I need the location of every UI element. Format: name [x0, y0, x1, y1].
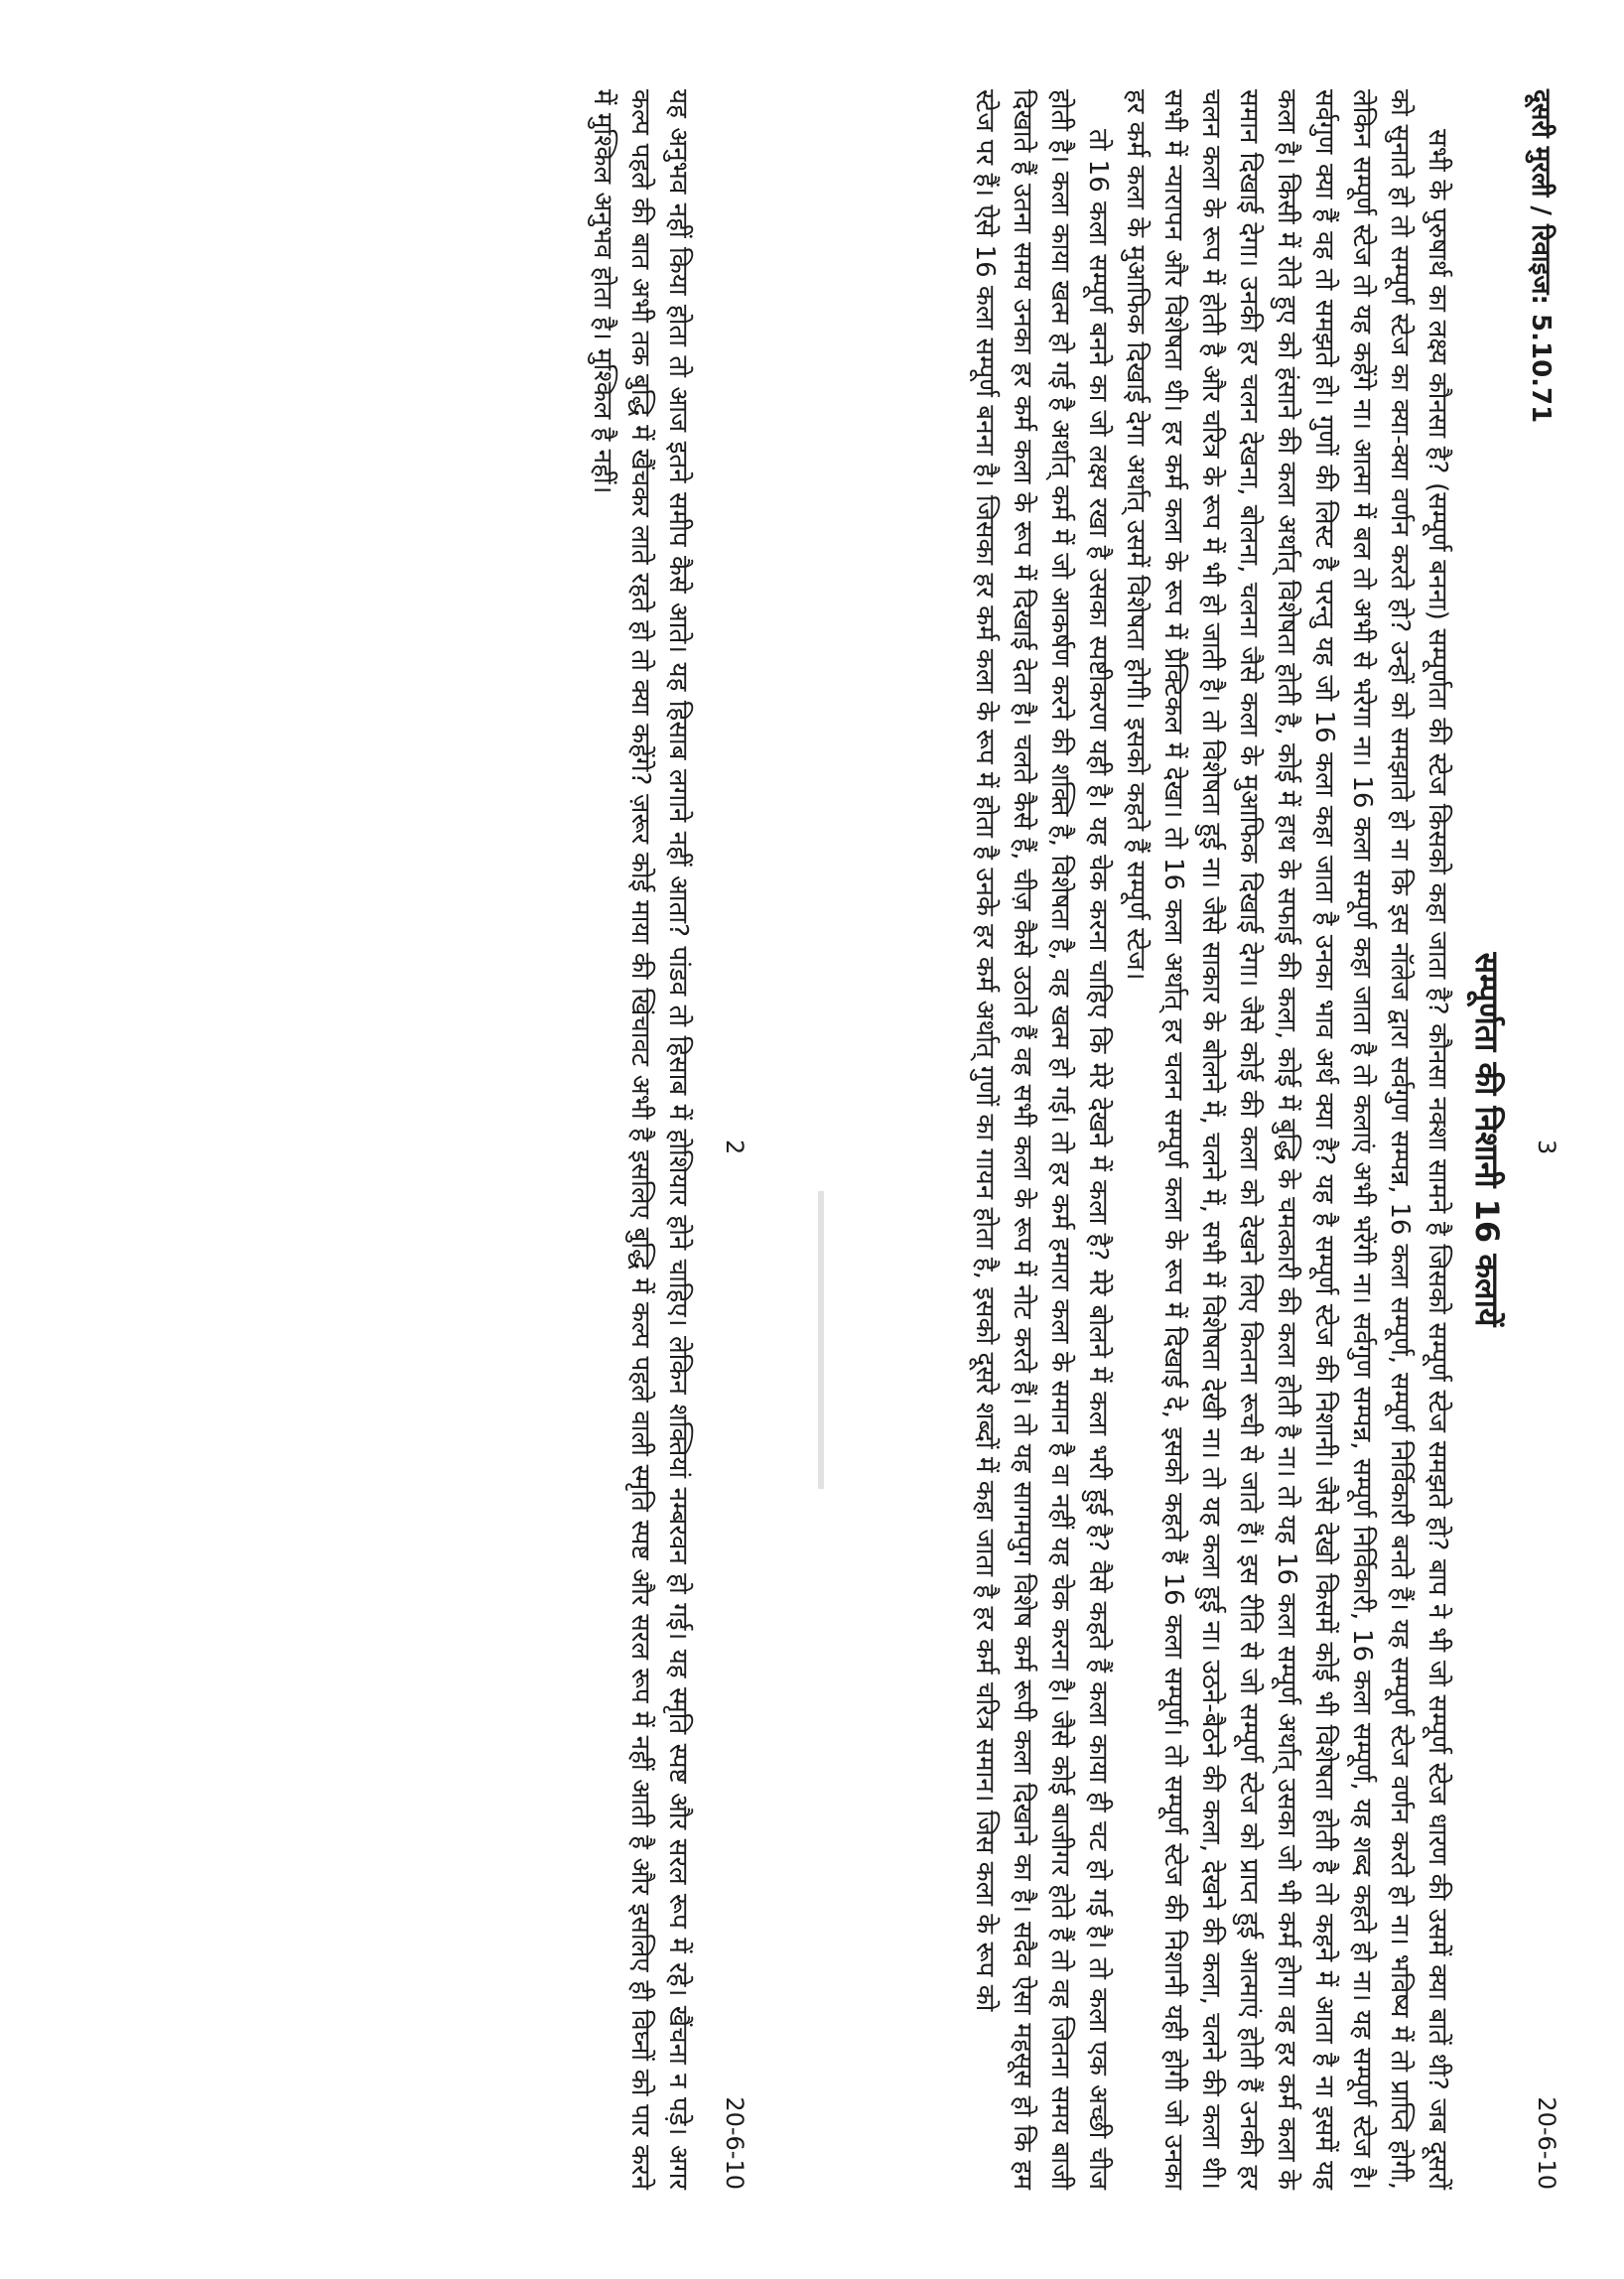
- page-heading: सम्पूर्णता की निशानी 16 कलायें: [1468, 952, 1506, 1327]
- page-2-body: [584, 89, 697, 2190]
- page-3-body: [966, 89, 1456, 2190]
- page-3-header: [1517, 89, 1560, 2190]
- page-3: [812, 0, 1624, 2279]
- page-date: 20-6-10: [721, 2096, 748, 2190]
- page-2-header: [705, 89, 748, 2190]
- page-number: 3: [1533, 1140, 1560, 1155]
- paragraph: यह अनुभव नहीं किया होता तो आज इतने समीप कैसे आते। यह हिसाब लगाने नहीं आता? पांडव तो हिसाब में होशियार होने चाहिए। लेकिन शक्तियां नम्बरवन हो गई। यह स्मृति स्पष्ट और सरल रूप में रहे। खैंचना न पड़े। अगर कल्प पहले की बात अभी तक बुद्धि में खैंचकर लाते रहते हो तो क्या कहेंगे? ज़रूर कोई माया की खिंचावट अभी है इसलिए बुद्धि में कल्प पहले वाली स्मृति स्पष्ट और सरल रूप में नहीं आती है और इसलिए ही विघ्नों को पार करने में मुश्किल अनुभव होता है। मुश्किल है नहीं।: [588, 89, 693, 2190]
- murli-label: दूसरी मुरली / रिवाइज: 5.10.71: [1526, 89, 1556, 424]
- paragraph: सभी के पुरुषार्थ का लक्ष्य कौनसा है? (सम्पूर्ण बनना) सम्पूर्णता की स्टेज किसको कहा जाता है? कौनसा नक्शा सामने है जिसको सम्पूर्ण स्टेज समझते हो? बाप ने भी जो सम्पूर्ण स्टेज धारण की उसमें क्या बातें थी? जब दूसरों को सुनाते हो तो सम्पूर्ण स्टेज का क्या-क्या वर्णन करते हो? उन्हों को समझाते हो ना कि इस नॉलेज द्वारा सर्वगुण सम्पन्न, 16 कला सम्पूर्ण, सम्पूर्ण निर्विकारी बनते हैं। यह सम्पूर्ण स्टेज वर्णन करते हो ना। भविष्य में तो प्राप्ति होगी, लेकिन सम्पूर्ण स्टेज तो यह कहेंगे ना। आत्मा में बल तो अभी से भरेगा ना। 16 कला सम्पूर्ण कहा जाता है तो कलाएं अभी भरेंगी ना। सर्वगुण सम्पन्न, सम्पूर्ण निर्विकारी, 16 कला सम्पूर्ण, यह शब्द कहते हो ना। यह सम्पूर्ण स्टेज है। सर्वगुण क्या हैं वह तो समझते हो। गुणों की लिस्ट है परन्तु यह जो 16 कला कहा जाता है उनका भाव अर्थ क्या है? यह है सम्पूर्ण स्टेज की निशानी। जैसे देखो किसमें कोई भी विशेषता होती है तो कहने में आता है ना इसमें यह कला है। किसी में रोते हुए को हंसाने की कला अर्थात् विशेषता होती है, कोई में हाथ के सफाई की कला, कोई में बुद्धि के चमत्कारी की कला होती है ना। तो यह 16 कला सम्पूर्ण अर्थात् उसका जो भी कर्म होगा वह हर कर्म कला के समान दिखाई देगा। उनकी हर चलन देखना, बोलना, चलना जैसे कला के मुआफिक दिखाई देगा। जैसे कोई की कला को देखने लिए कितना रूची से जाते हैं। इस रीति से जो सम्पूर्ण स्टेज को प्राप्त हुई आत्माएं होती हैं उनकी हर चलन कला के रूप में होती है और चरित्र के रूप में भी हो जाती है। तो विशेषता हुई ना। जैसे साकार के बोलने में, चलने में, सभी में विशेषता देखी ना। तो यह कला हुई ना। उठने-बैठने की कला, देखने की कला, चलने की कला थी। सभी में न्यारापन और विशेषता थी। हर कर्म कला के रूप में प्रैक्टिकल में देखा। तो 16 कला अर्थात् हर चलन सम्पूर्ण कला के रूप में दिखाई दे, इसको कहते हैं 16 कला सम्पूर्ण। तो सम्पूर्ण स्टेज की निशानी यही होगी जो उनका हर कर्म कला के मुआफिक दिखाई देगा अर्थात् उसमें विशेषता होगी। इसको कहते हैं सम्पूर्ण स्टेज।: [1121, 89, 1452, 2190]
- scan-artifact: [818, 1191, 824, 1489]
- page-date: 20-6-10: [1533, 2096, 1560, 2190]
- page-number: 2: [721, 1140, 748, 1155]
- paragraph: तो 16 कला सम्पूर्ण बनने का जो लक्ष्य रखा है उसका स्पष्टीकरण यही है। यह चेक करना चाहिए कि मेरे देखने में कला है? मेरे बोलने में कला भरी हुई है? वैसे कहते हैं कला काया ही चट हो गई है। तो कला एक अच्छी चीज होती है। कला काया खत्म हो गई है अर्थात् कर्म में जो आकर्षण करने की शक्ति है, विशेषता है, वह खत्म हो गई। तो हर कर्म हमारा कला के समान है वा नहीं यह चेक करना है। जैसे कोई बाजीगर होते हैं तो वह जितना समय बाजी दिखाते हैं उतना समय उनका हर कर्म कला के रूप में दिखाई देता है। चलते कैसे हैं, चीज़ कैसे उठाते हैं वह सभी कला के रूप में नोट करते हैं। तो यह सागमपुग विशेष कर्म रूपी कला दिखाने का है। सदैव ऐसा महसूस हो कि हम स्टेज पर हैं। ऐसे 16 कला सम्पूर्ण बनना है। जिसका हर कर्म कला के रूप में होता है उनके हर कर्म अर्थात् गुणों का गायन होता है, इसको दूसरे शब्दों में कहा जाता है हर कर्म चरित्र समान। जिस कला के रूप को: [970, 89, 1113, 2190]
